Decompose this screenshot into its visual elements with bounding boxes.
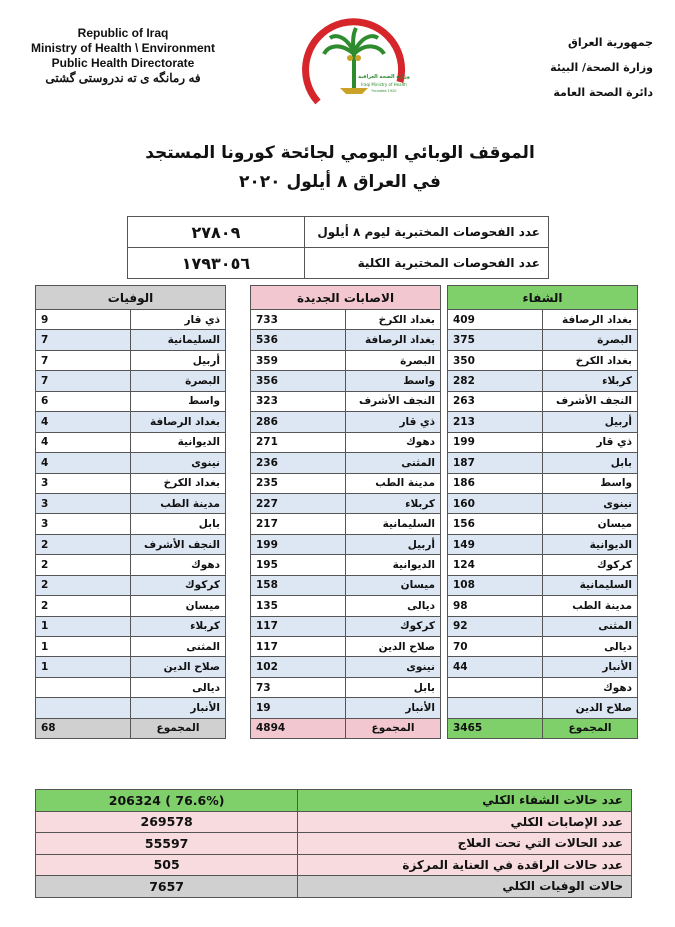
summary-rows [36, 790, 632, 898]
table-row [448, 698, 638, 718]
province-value [36, 677, 131, 697]
summary-table [35, 789, 632, 898]
table-row [251, 453, 441, 473]
table-row [251, 514, 441, 534]
province-value: 70 [448, 637, 543, 657]
province-name: الديوانية [131, 432, 226, 452]
table-row [251, 698, 441, 718]
province-value: 7 [36, 371, 131, 391]
province-name: بغداد الرصافة [543, 310, 638, 330]
province-name: بغداد الكرخ [131, 473, 226, 493]
province-name: بغداد الكرخ [346, 310, 441, 330]
summary-value: 7657 [36, 876, 298, 898]
table-row [36, 657, 226, 677]
province-value: 7 [36, 330, 131, 350]
table-row [448, 575, 638, 595]
province-name: بابل [131, 514, 226, 534]
deaths-title: الوفيات [36, 286, 226, 310]
deaths-rows [36, 310, 226, 719]
province-value: 102 [251, 657, 346, 677]
province-value: 44 [448, 657, 543, 677]
table-row [36, 514, 226, 534]
province-value: 1 [36, 657, 131, 677]
province-value: 124 [448, 555, 543, 575]
table-row [251, 575, 441, 595]
summary-row [36, 833, 632, 855]
province-value: 359 [251, 350, 346, 370]
province-value: 149 [448, 534, 543, 554]
province-name: صلاح الدين [543, 698, 638, 718]
province-value: 235 [251, 473, 346, 493]
province-name: السليمانية [131, 330, 226, 350]
summary-label: عدد الإصابات الكلي [298, 811, 632, 833]
province-name: الديوانية [346, 555, 441, 575]
province-value: 323 [251, 391, 346, 411]
province-value: 199 [251, 534, 346, 554]
province-value: 536 [251, 330, 346, 350]
province-name: أربيل [543, 412, 638, 432]
table-row [251, 555, 441, 575]
table-row [448, 555, 638, 575]
new-cases-title: الاصابات الجديدة [251, 286, 441, 310]
summary-label: عدد حالات الشفاء الكلي [298, 790, 632, 812]
province-name: نينوى [131, 453, 226, 473]
province-value: 409 [448, 310, 543, 330]
province-value: 19 [251, 698, 346, 718]
header-en-line: Republic of Iraq [77, 26, 169, 40]
recoveries-title: الشفاء [448, 286, 638, 310]
table-row [251, 677, 441, 697]
province-value: 1 [36, 616, 131, 636]
province-value: 199 [448, 432, 543, 452]
summary-value: 505 [36, 854, 298, 876]
page-subtitle-date: في العراق ٨ أيلول ٢٠٢٠ [239, 172, 441, 192]
table-row [448, 330, 638, 350]
summary-row [36, 811, 632, 833]
table-row [251, 493, 441, 513]
province-value: 195 [251, 555, 346, 575]
province-value: 350 [448, 350, 543, 370]
table-row [36, 616, 226, 636]
lab-tests-value: ١٧٩٣٠٥٦ [128, 248, 305, 279]
province-value: 2 [36, 596, 131, 616]
province-name: بغداد الكرخ [543, 350, 638, 370]
total-value: 3465 [448, 718, 543, 738]
province-value: 2 [36, 534, 131, 554]
province-value [36, 698, 131, 718]
province-value: 117 [251, 637, 346, 657]
logo-year: Founded 1920 [371, 89, 397, 93]
province-value: 156 [448, 514, 543, 534]
province-value: 4 [36, 453, 131, 473]
province-name: واسط [131, 391, 226, 411]
table-row [36, 534, 226, 554]
province-value: 108 [448, 575, 543, 595]
total-label: المجموع [346, 718, 441, 738]
table-row [36, 432, 226, 452]
summary-row [36, 790, 632, 812]
province-name: كربلاء [131, 616, 226, 636]
lab-tests-table [127, 216, 549, 279]
province-name: نينوى [346, 657, 441, 677]
header-arabic [523, 30, 653, 105]
province-name: ذي قار [346, 412, 441, 432]
province-value: 73 [251, 677, 346, 697]
province-name: ذي قار [543, 432, 638, 452]
province-value: 2 [36, 555, 131, 575]
summary-value: 269578 [36, 811, 298, 833]
province-name: أربيل [346, 534, 441, 554]
table-row [448, 596, 638, 616]
lab-tests-label: عدد الفحوصات المختبرية الكلية [304, 248, 548, 279]
province-name: السليمانية [346, 514, 441, 534]
province-name: ميسان [543, 514, 638, 534]
province-name: النجف الأشرف [543, 391, 638, 411]
table-row [36, 677, 226, 697]
table-row [36, 555, 226, 575]
table-row [448, 677, 638, 697]
province-name: المثنى [543, 616, 638, 636]
province-name: الأنبار [131, 698, 226, 718]
table-row [36, 412, 226, 432]
province-name: ديالى [346, 596, 441, 616]
summary-label: عدد الحالات التي تحت العلاج [298, 833, 632, 855]
province-value: 186 [448, 473, 543, 493]
table-row [36, 371, 226, 391]
province-name: الديوانية [543, 534, 638, 554]
summary-value: (76.6% ) 206324 [36, 790, 298, 812]
recoveries-rows [448, 310, 638, 719]
province-name: دهوك [346, 432, 441, 452]
summary-row [36, 854, 632, 876]
table-row [36, 453, 226, 473]
province-value: 3 [36, 473, 131, 493]
new-cases-total-row [251, 718, 441, 738]
province-value: 236 [251, 453, 346, 473]
province-name: واسط [543, 473, 638, 493]
province-name: كربلاء [346, 493, 441, 513]
header-ku-line: فه رمانگه ی ته ندروستی گشتی [45, 71, 201, 85]
province-name: النجف الأشرف [131, 534, 226, 554]
ministry-logo [300, 12, 412, 112]
summary-value: 55597 [36, 833, 298, 855]
table-row [448, 432, 638, 452]
table-row [448, 534, 638, 554]
province-value: 3 [36, 493, 131, 513]
header-ar-line: وزارة الصحة/ البيئة [550, 61, 653, 74]
province-name: الأنبار [543, 657, 638, 677]
province-value: 227 [251, 493, 346, 513]
province-value [448, 698, 543, 718]
province-name: بغداد الرصافة [131, 412, 226, 432]
summary-label: حالات الوفيات الكلي [298, 876, 632, 898]
new-cases-table [250, 285, 441, 739]
total-label: المجموع [131, 718, 226, 738]
table-row [448, 350, 638, 370]
table-row [251, 596, 441, 616]
province-value: 217 [251, 514, 346, 534]
province-value: 158 [251, 575, 346, 595]
table-row [251, 616, 441, 636]
province-name: صلاح الدين [346, 637, 441, 657]
province-value: 282 [448, 371, 543, 391]
province-name: ميسان [346, 575, 441, 595]
table-row [448, 371, 638, 391]
table-row [36, 310, 226, 330]
total-label: المجموع [543, 718, 638, 738]
province-name: السليمانية [543, 575, 638, 595]
province-name: كربلاء [543, 371, 638, 391]
province-name: البصرة [346, 350, 441, 370]
deaths-total-row [36, 718, 226, 738]
table-row [36, 350, 226, 370]
province-value: 356 [251, 371, 346, 391]
table-row [251, 637, 441, 657]
header-ar-line: دائرة الصحة العامة [553, 86, 653, 99]
table-row [251, 473, 441, 493]
recoveries-total-row [448, 718, 638, 738]
province-name: بابل [346, 677, 441, 697]
province-value: 7 [36, 350, 131, 370]
table-row [448, 514, 638, 534]
province-name: بابل [543, 453, 638, 473]
table-row [251, 310, 441, 330]
province-name: كركوك [543, 555, 638, 575]
table-row [448, 637, 638, 657]
summary-label: عدد حالات الراقدة في العناية المركزة [298, 854, 632, 876]
province-value: 286 [251, 412, 346, 432]
page-title: الموقف الوبائي اليومي لجائحة كورونا المستجد [145, 143, 535, 163]
province-value: 98 [448, 596, 543, 616]
table-row [448, 453, 638, 473]
table-row [251, 371, 441, 391]
province-name: ديالى [131, 677, 226, 697]
province-name: نينوى [543, 493, 638, 513]
province-name: المثنى [131, 637, 226, 657]
province-value: 4 [36, 432, 131, 452]
lab-tests-label: عدد الفحوصات المختبرية ليوم ٨ أيلول [304, 217, 548, 248]
table-row [36, 637, 226, 657]
logo-text: وزارة الصحة العراقية [358, 74, 410, 80]
province-name: دهوك [131, 555, 226, 575]
province-name: أربيل [131, 350, 226, 370]
table-row [448, 616, 638, 636]
lab-tests-row [128, 248, 549, 279]
table-row [448, 657, 638, 677]
total-value: 68 [36, 718, 131, 738]
province-name: مدينة الطب [131, 493, 226, 513]
logo-text-en: Iraqi Ministry of Health [361, 82, 407, 87]
table-row [36, 596, 226, 616]
summary-row [36, 876, 632, 898]
province-value: 271 [251, 432, 346, 452]
province-value: 187 [448, 453, 543, 473]
province-name: ذي قار [131, 310, 226, 330]
province-name: ديالى [543, 637, 638, 657]
table-row [448, 473, 638, 493]
province-name: ميسان [131, 596, 226, 616]
table-row [448, 412, 638, 432]
table-row [36, 698, 226, 718]
province-value: 213 [448, 412, 543, 432]
province-value: 733 [251, 310, 346, 330]
table-row [36, 493, 226, 513]
table-row [36, 473, 226, 493]
province-value: 263 [448, 391, 543, 411]
province-name: البصرة [543, 330, 638, 350]
table-row [448, 310, 638, 330]
table-row [36, 391, 226, 411]
province-name: كركوك [346, 616, 441, 636]
province-value: 375 [448, 330, 543, 350]
province-name: صلاح الدين [131, 657, 226, 677]
province-name: واسط [346, 371, 441, 391]
province-value: 9 [36, 310, 131, 330]
table-row [251, 432, 441, 452]
province-value: 2 [36, 575, 131, 595]
province-value: 1 [36, 637, 131, 657]
province-name: بغداد الرصافة [346, 330, 441, 350]
province-value [448, 677, 543, 697]
table-row [251, 391, 441, 411]
province-value: 6 [36, 391, 131, 411]
province-name: مدينة الطب [543, 596, 638, 616]
province-value: 160 [448, 493, 543, 513]
province-name: النجف الأشرف [346, 391, 441, 411]
header-en-line: Ministry of Health \ Environment [30, 41, 216, 55]
province-name: مدينة الطب [346, 473, 441, 493]
province-value: 117 [251, 616, 346, 636]
header-english [18, 26, 228, 86]
table-row [251, 534, 441, 554]
province-value: 135 [251, 596, 346, 616]
table-row [251, 350, 441, 370]
table-row [251, 412, 441, 432]
table-row [448, 493, 638, 513]
province-value: 3 [36, 514, 131, 534]
new-cases-rows [251, 310, 441, 719]
province-name: كركوك [131, 575, 226, 595]
province-name: المثنى [346, 453, 441, 473]
total-value: 4894 [251, 718, 346, 738]
deaths-table [35, 285, 226, 739]
recoveries-table [447, 285, 638, 739]
province-name: الأنبار [346, 698, 441, 718]
table-row [36, 575, 226, 595]
province-value: 4 [36, 412, 131, 432]
table-row [448, 391, 638, 411]
province-name: البصرة [131, 371, 226, 391]
province-name: دهوك [543, 677, 638, 697]
lab-tests-row [128, 217, 549, 248]
table-row [251, 330, 441, 350]
province-value: 92 [448, 616, 543, 636]
lab-tests-value: ٢٧٨٠٩ [128, 217, 305, 248]
table-row [36, 330, 226, 350]
header-ar-line: جمهورية العراق [568, 36, 653, 49]
header-en-line: Public Health Directorate [51, 56, 195, 70]
table-row [251, 657, 441, 677]
